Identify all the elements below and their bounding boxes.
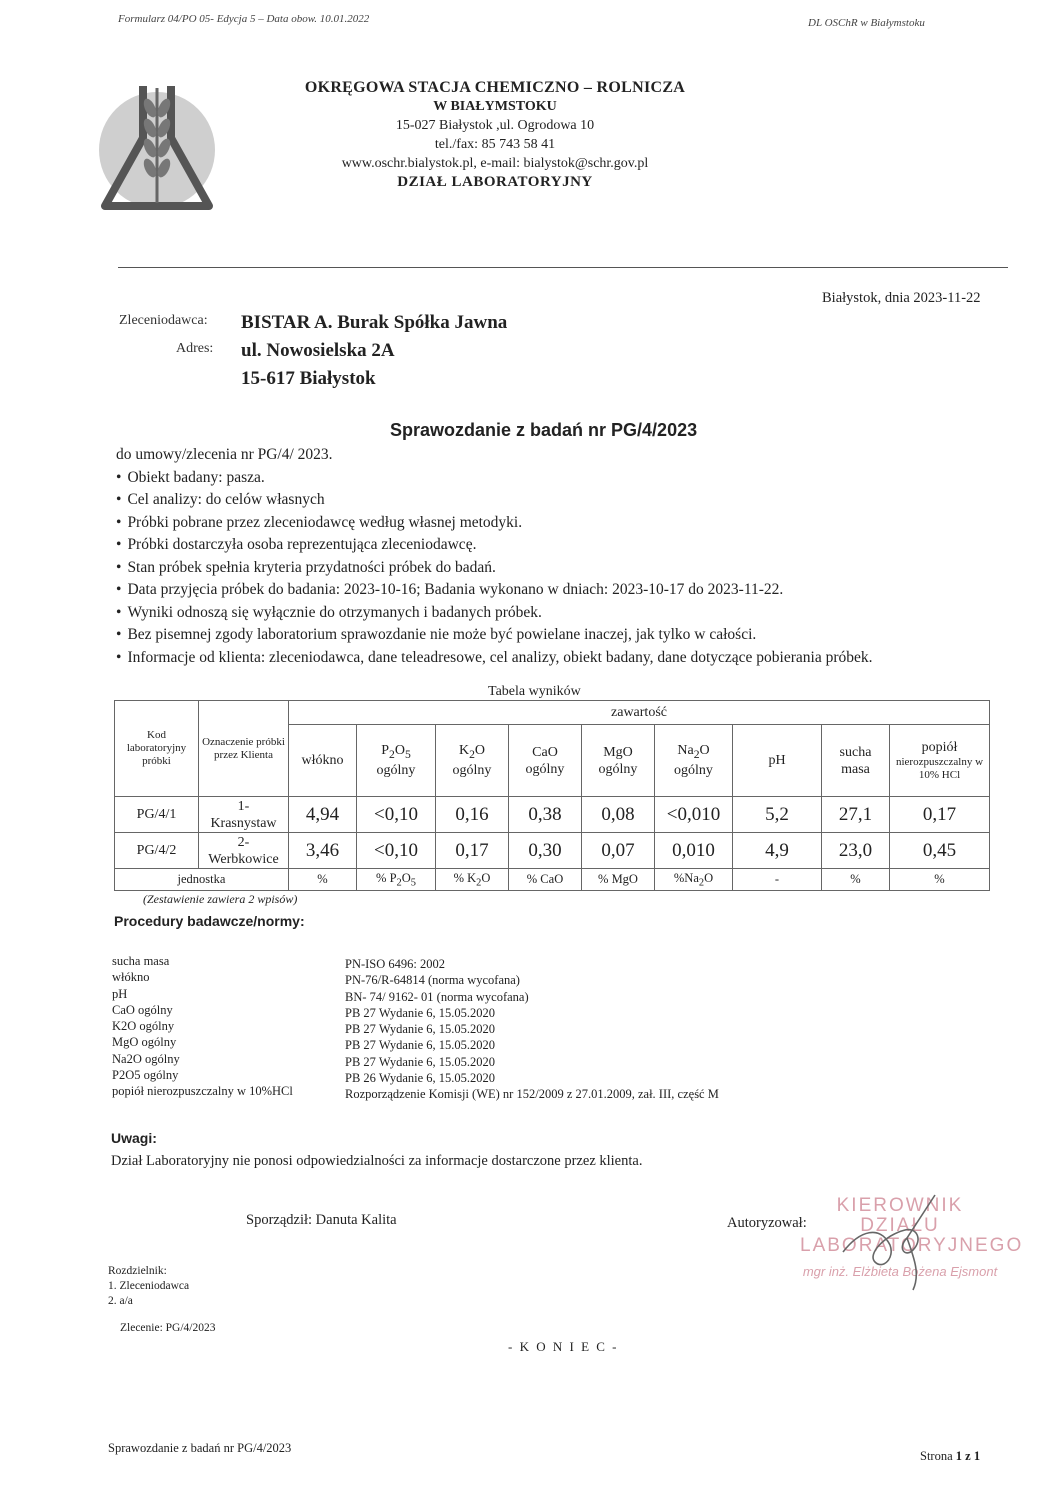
institution-header — [270, 78, 720, 192]
procedure-method: PN-76/R-64814 (norma wycofana) — [345, 973, 520, 988]
cell-wlokno: 4,94 — [289, 797, 357, 833]
list-item: • Bez pisemnej zgody laboratorium sprawozdanie nie może być powielane inaczej, jak tylko w całości. — [116, 624, 873, 647]
institution-phone: tel./fax: 85 743 58 41 — [434, 137, 556, 152]
cell-na2o: <0,010 — [655, 797, 733, 833]
cell-ph: 5,2 — [733, 797, 822, 833]
report-intro — [116, 444, 873, 669]
units-label: jednostka — [115, 869, 289, 891]
order-number: Zlecenie: PG/4/2023 — [120, 1322, 216, 1334]
cell-client-code: 2- Werbkowice — [199, 833, 289, 869]
cell-ph: 4,9 — [733, 833, 822, 869]
header-wlokno: włókno — [289, 725, 357, 797]
procedure-param: MgO ogólny — [112, 1035, 177, 1050]
procedure-param: Na2O ogólny — [112, 1051, 180, 1066]
cell-popiol: 0,17 — [890, 797, 990, 833]
cell-k2o: 0,16 — [436, 797, 509, 833]
end-marker: - K O N I E C - — [508, 1339, 619, 1354]
procedures-title: Procedury badawcze/normy: — [114, 913, 305, 929]
unit-sucha-masa: % — [822, 869, 890, 891]
procedure-method: PB 27 Wydanie 6, 15.05.2020 — [345, 1022, 496, 1037]
cell-cao: 0,38 — [509, 797, 582, 833]
table-caption: Tabela wyników — [488, 684, 581, 699]
client-name: BISTAR A. Burak Spółka Jawna — [241, 312, 508, 333]
cell-client-code: 1- Krasnystaw — [199, 797, 289, 833]
unit-na2o: $\%Na_2O$ — [655, 869, 733, 891]
list-item: • Obiekt badany: pasza. — [116, 467, 873, 490]
distribution-title: Rozdzielnik: — [108, 1265, 167, 1277]
procedure-param: pH — [112, 986, 128, 1001]
cell-mgo: 0,07 — [582, 833, 655, 869]
institution-address: 15-027 Białystok ,ul. Ogrodowa 10 — [395, 118, 595, 133]
remarks-title: Uwagi: — [111, 1130, 157, 1146]
list-item: • Data przyjęcia próbek do badania: 2023-10-16; Badania wykonano w dniach: 2023-10-17 do 2023-11-22. — [116, 579, 873, 602]
unit-p2o5: % $P_2O_5$ — [357, 869, 436, 891]
cell-na2o: 0,010 — [655, 833, 733, 869]
place-date: Białystok, dnia 2023-11-22 — [822, 290, 981, 306]
institution-logo-icon — [95, 78, 220, 213]
procedure-param: włókno — [112, 970, 150, 985]
procedure-method: PB 27 Wydanie 6, 15.05.2020 — [345, 1054, 496, 1069]
unit-cao: % CaO — [509, 869, 582, 891]
procedure-param: P2O5 ogólny — [112, 1068, 179, 1083]
list-item: • Wyniki odnoszą się wyłącznie do otrzymanych i badanych próbek. — [116, 602, 873, 625]
signature-icon — [835, 1190, 960, 1295]
distribution — [108, 1264, 189, 1309]
stamp-line2: LABORATORYJNEGO — [800, 1235, 1024, 1256]
header-content-group: zawartość — [289, 701, 990, 725]
header-k2o: $K_2O$ ogólny — [436, 725, 509, 797]
header-cao: CaO ogólny — [509, 725, 582, 797]
cell-wlokno: 3,46 — [289, 833, 357, 869]
stamp-line1: KIEROWNIK DZIAŁU — [836, 1195, 964, 1236]
remarks-text: Dział Laboratoryjny nie ponosi odpowiedzialności za informacje dostarczone przez klienta. — [111, 1153, 643, 1169]
header-mgo: MgO ogólny — [582, 725, 655, 797]
form-header-left: Formularz 04/PO 05- Edycja 5 – Data obow. 10.01.2022 — [118, 13, 370, 25]
client-city: 15-617 Białystok — [241, 368, 376, 389]
form-header-right: DL OSChR w Białymstoku — [808, 17, 925, 29]
unit-mgo: % MgO — [582, 869, 655, 891]
results-table — [114, 700, 990, 891]
cell-p2o5: <0,10 — [357, 833, 436, 869]
cell-p2o5: <0,10 — [357, 797, 436, 833]
unit-ph: - — [733, 869, 822, 891]
contract-number: do umowy/zlecenia nr PG/4/ 2023. — [116, 446, 333, 463]
table-row — [115, 797, 990, 833]
unit-wlokno: % — [289, 869, 357, 891]
report-title: Sprawozdanie z badań nr PG/4/2023 — [390, 420, 698, 440]
info-bullets — [116, 467, 873, 670]
client-street: ul. Nowosielska 2A — [241, 340, 395, 361]
footer-title: Sprawozdanie z badań nr PG/4/2023 — [108, 1441, 292, 1455]
header-client-code: Oznaczenie próbki przez Klienta — [199, 701, 289, 797]
procedure-method: PN-ISO 6496: 2002 — [345, 957, 446, 971]
list-item: • Próbki pobrane przez zleceniodawcę według własnej metodyki. — [116, 512, 873, 535]
distribution-item: 2. a/a — [108, 1295, 133, 1307]
distribution-item: 1. Zleceniodawca — [108, 1280, 190, 1292]
institution-web: www.oschr.bialystok.pl, e-mail: bialystok@schr.gov.pl — [341, 156, 649, 171]
address-label: Adres: — [176, 341, 214, 356]
procedure-params — [112, 953, 293, 1100]
institution-department: DZIAŁ LABORATORYJNY — [397, 174, 593, 190]
procedure-param: CaO ogólny — [112, 1002, 173, 1017]
table-row — [115, 833, 990, 869]
list-item: • Informacje od klienta: zleceniodawca, dane teleadresowe, cel analizy, obiekt badany, dane dotyczące pobierania próbek. — [116, 647, 873, 670]
procedure-method: Rozporządzenie Komisji (WE) nr 152/2009 z 27.01.2009, zał. III, część M — [345, 1087, 719, 1102]
header-na2o: $Na_2O$ ogólny — [655, 725, 733, 797]
procedure-method: PB 26 Wydanie 6, 15.05.2020 — [345, 1071, 496, 1086]
client-label: Zleceniodawca: — [119, 313, 208, 328]
unit-k2o: % $K_2O$ — [436, 869, 509, 891]
table-units-row — [115, 869, 990, 891]
header-sucha-masa: sucha masa — [822, 725, 890, 797]
procedure-method: BN- 74/ 9162- 01 (norma wycofana) — [345, 989, 529, 1004]
procedure-methods — [345, 956, 719, 1103]
cell-sucha-masa: 27,1 — [822, 797, 890, 833]
cell-sucha-masa: 23,0 — [822, 833, 890, 869]
header-ph: pH — [733, 725, 822, 797]
cell-popiol: 0,45 — [890, 833, 990, 869]
page-number: Strona 1 z 1 — [920, 1449, 981, 1463]
header-p2o5: $P_2O_5$ ogólny — [357, 725, 436, 797]
unit-popiol: % — [890, 869, 990, 891]
procedure-param: sucha masa — [112, 954, 170, 968]
cell-mgo: 0,08 — [582, 797, 655, 833]
table-note: (Zestawienie zawiera 2 wpisów) — [143, 892, 298, 906]
authorized-by: Autoryzował: — [727, 1215, 807, 1231]
institution-name: OKRĘGOWA STACJA CHEMICZNO – ROLNICZA — [304, 79, 686, 96]
stamp-line3: mgr inż. Elżbieta Bożena Ejsmont — [802, 1264, 998, 1279]
list-item: • Próbki dostarczyła osoba reprezentująca zleceniodawcę. — [116, 534, 873, 557]
cell-cao: 0,30 — [509, 833, 582, 869]
list-item: • Cel analizy: do celów własnych — [116, 489, 873, 512]
procedure-method: PB 27 Wydanie 6, 15.05.2020 — [345, 1038, 496, 1053]
cell-k2o: 0,17 — [436, 833, 509, 869]
list-item: • Stan próbek spełnia kryteria przydatności próbek do badań. — [116, 557, 873, 580]
institution-city: W BIAŁYMSTOKU — [433, 99, 557, 114]
procedure-param: K2O ogólny — [112, 1019, 175, 1034]
header-lab-code: Kod laboratoryjny próbki — [115, 701, 199, 797]
header-popiol: popiół nierozpuszczalny w 10% HCl — [890, 725, 990, 797]
cell-lab-code: PG/4/2 — [115, 833, 199, 869]
header-divider — [118, 267, 1008, 268]
procedure-method: PB 27 Wydanie 6, 15.05.2020 — [345, 1005, 496, 1020]
cell-lab-code: PG/4/1 — [115, 797, 199, 833]
procedure-param: popiół nierozpuszczalny w 10%HCl — [112, 1084, 293, 1099]
prepared-by: Sporządził: Danuta Kalita — [246, 1212, 397, 1228]
table-group-header-row — [115, 701, 990, 725]
